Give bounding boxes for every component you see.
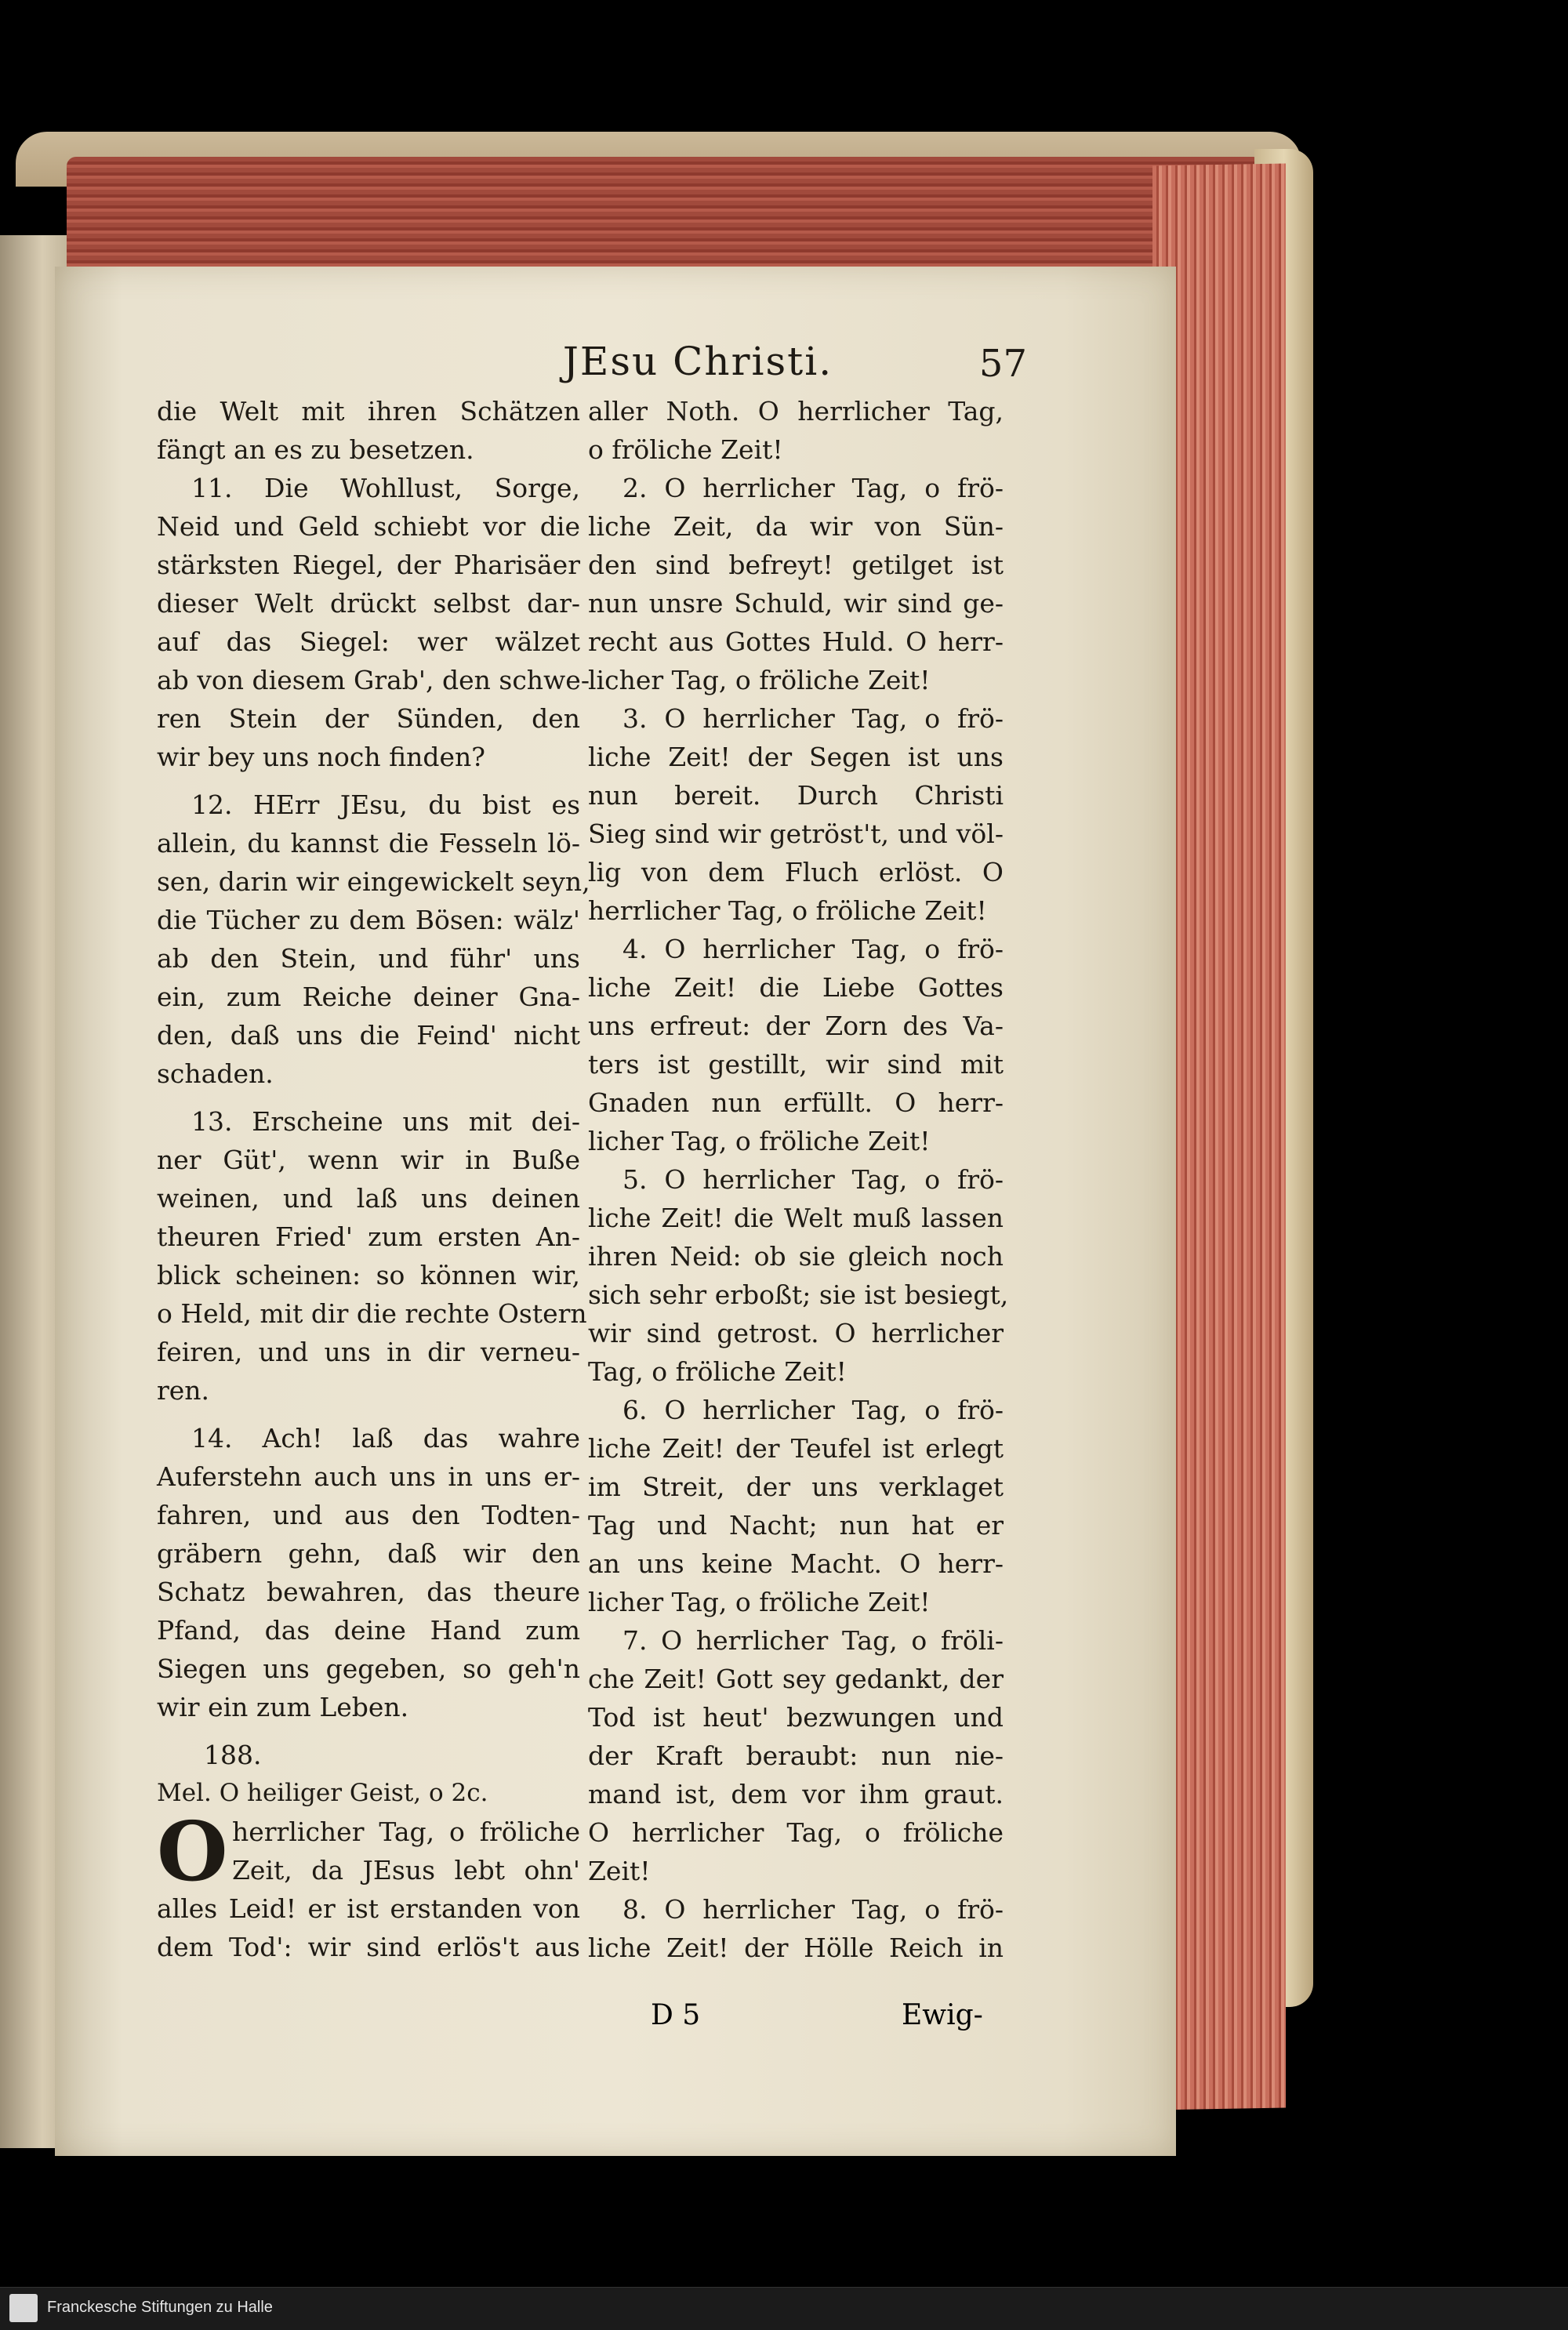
text-line: Zeit! [588,1856,651,1886]
text-line: lig von dem Fluch erlöst. O [588,857,1004,887]
catchword: Ewig- [902,1999,983,2031]
text-line: blick scheinen: so können wir, [157,1260,580,1290]
page-number: 57 [978,342,1027,386]
text-line: die Welt mit ihren Schätzen [157,396,580,426]
text-line: sich sehr erboßt; sie ist besiegt, [588,1279,1009,1310]
text-line: feiren, und uns in dir verneu- [157,1337,580,1367]
text-line: Pfand, das deine Hand zum [157,1615,580,1646]
text-line: liche Zeit! die Welt muß lassen [588,1203,1004,1233]
text-line: licher Tag, o fröliche Zeit! [588,1126,931,1156]
text-line: Zeit, da JEsus lebt ohn' [232,1855,580,1885]
text-line: dieser Welt drückt selbst dar- [157,588,580,619]
text-line: herrlicher Tag, o fröliche Zeit! [588,895,987,926]
text-line: ren Stein der Sünden, den [157,703,580,734]
text-line: o Held, mit dir die rechte Ostern [157,1298,587,1329]
text-line: ab von diesem Grab', den schwe- [157,665,590,695]
text-line: Tag, o fröliche Zeit! [588,1356,847,1387]
text-line: aller Noth. O herrlicher Tag, [588,396,1004,426]
stanza-start-line: 4. O herrlicher Tag, o frö- [622,934,1004,964]
text-line: ters ist gestillt, wir sind mit [588,1049,1004,1080]
text-line: theuren Fried' zum ersten An- [157,1221,580,1252]
text-line: die Tücher zu dem Bösen: wälz' [157,905,580,935]
text-line: Siegen uns gegeben, so geh'n [157,1653,580,1684]
stanza-start-line: 7. O herrlicher Tag, o fröli- [622,1625,1004,1656]
text-line: licher Tag, o fröliche Zeit! [588,665,931,695]
drop-cap-initial: O [157,1803,228,1900]
text-line: recht aus Gottes Huld. O herr- [588,626,1004,657]
hymn-opening [157,1803,580,1966]
melody-line: Mel. O heiliger Geist, o 2c. [157,1779,488,1807]
stanza-start-line: 2. O herrlicher Tag, o frö- [622,473,1004,503]
text-line: ab den Stein, und führ' uns [157,943,580,974]
text-line: Neid und Geld schiebt vor die [157,511,580,542]
text-line: dem Tod': wir sind erlös't aus [157,1932,580,1962]
printed-page [55,267,1176,2156]
text-line: nun bereit. Durch Christi [588,780,1004,811]
text-line: che Zeit! Gott sey gedankt, der [588,1664,1004,1694]
text-line: fängt an es zu besetzen. [157,434,474,465]
text-line: O herrlicher Tag, o fröliche [588,1817,1004,1848]
signature-mark: D 5 [651,1999,701,2031]
text-line: der Kraft beraubt: nun nie- [588,1740,1004,1771]
stanza-start-line: 11. Die Wohllust, Sorge, [191,473,580,503]
stanza-start-line: 13. Erscheine uns mit dei- [191,1106,580,1137]
stanza-start-line: 12. HErr JEsu, du bist es [191,789,580,820]
text-line: auf das Siegel: wer wälzet [157,626,580,657]
text-line: alles Leid! er ist erstanden von [157,1893,580,1924]
text-line: wir sind getrost. O herrlicher [588,1318,1004,1348]
text-line: ihren Neid: ob sie gleich noch [588,1241,1004,1272]
text-line: allein, du kannst die Fesseln lö- [157,828,580,858]
text-line: Tod ist heut' bezwungen und [588,1702,1004,1733]
text-line: liche Zeit! der Teufel ist erlegt [588,1433,1004,1464]
text-line: nun unsre Schuld, wir sind ge- [588,588,1004,619]
text-line: sen, darin wir eingewickelt seyn, [157,866,590,897]
credit-bar [0,2287,1568,2330]
stanza-start-line: 3. O herrlicher Tag, o frö- [622,703,1004,734]
text-line: o fröliche Zeit! [588,434,783,465]
text-line: liche Zeit! der Segen ist uns [588,742,1004,772]
text-line: wir bey uns noch finden? [157,742,485,772]
text-line: ren. [157,1375,210,1406]
text-line: Schatz bewahren, das theure [157,1577,580,1607]
text-line: licher Tag, o fröliche Zeit! [588,1587,931,1617]
text-line: gräbern gehn, daß wir den [157,1538,580,1569]
text-line: liche Zeit, da wir von Sün- [588,511,1004,542]
text-line: fahren, und aus den Todten- [157,1500,580,1530]
franckesche-stiftungen-logo-icon [9,2294,38,2322]
text-line: im Streit, der uns verklaget [588,1472,1004,1502]
page-block-top-edge [67,157,1262,274]
text-line: ein, zum Reiche deiner Gna- [157,982,580,1012]
credit-text: Franckesche Stiftungen zu Halle [47,2299,273,2316]
text-line: Sieg sind wir getröst't, und völ- [588,818,1004,849]
text-line: herrlicher Tag, o fröliche [232,1816,580,1847]
text-line: Auferstehn auch uns in uns er- [157,1461,580,1492]
text-line: wir ein zum Leben. [157,1692,409,1722]
text-line: an uns keine Macht. O herr- [588,1548,1004,1579]
text-line: stärksten Riegel, der Pharisäer [157,550,580,580]
text-line: ner Güt', wenn wir in Buße [157,1145,580,1175]
text-line: weinen, und laß uns deinen [157,1183,580,1214]
stanza-start-line: 5. O herrlicher Tag, o frö- [622,1164,1004,1195]
text-line: schaden. [157,1058,274,1089]
left-text-column [157,392,590,1966]
text-line: den sind befreyt! getilget ist [588,550,1004,580]
stanza-start-line: 8. O herrlicher Tag, o frö- [622,1894,1004,1925]
hymn-number: 188. [204,1740,262,1770]
text-line: Tag und Nacht; nun hat er [588,1510,1004,1541]
right-text-column [588,392,1009,1967]
text-line: Gnaden nun erfüllt. O herr- [588,1087,1004,1118]
text-line: liche Zeit! die Liebe Gottes [588,972,1004,1003]
running-head: JEsu Christi. [562,339,833,384]
stanza-start-line: 14. Ach! laß das wahre [191,1423,580,1454]
stanza-start-line: 6. O herrlicher Tag, o frö- [622,1395,1004,1425]
text-line: mand ist, dem vor ihm graut. [588,1779,1004,1809]
text-line: uns erfreut: der Zorn des Va- [588,1011,1004,1041]
text-line: liche Zeit! der Hölle Reich in [588,1933,1004,1963]
text-line: den, daß uns die Feind' nicht [157,1020,580,1051]
